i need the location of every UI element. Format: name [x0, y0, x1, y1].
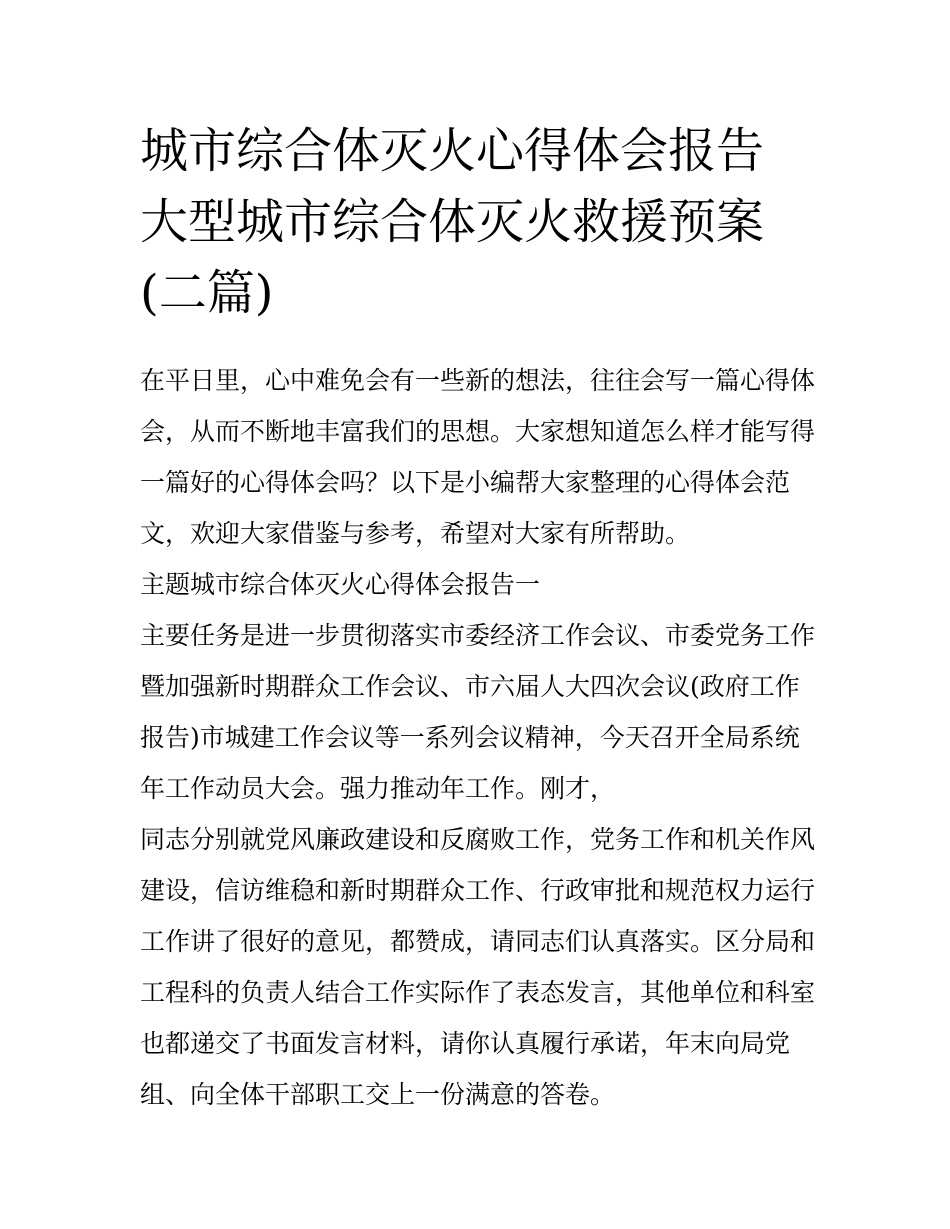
text-line: 同志分别就党风廉政建设和反腐败工作，党务工作和机关作风 [140, 825, 816, 854]
text-line: 组、向全体干部职工交上一份满意的答卷。 [140, 1080, 616, 1109]
text-line: 暨加强新时期群众工作会议、市六届人大四次会议(政府工作 [140, 672, 800, 701]
title-line: 大型城市综合体灭火救援预案 [140, 194, 765, 250]
title-line: 城市综合体灭火心得体会报告 [140, 123, 765, 179]
intro-paragraph [140, 355, 830, 559]
text-line: 年工作动员大会。强力推动年工作。刚才， [140, 774, 616, 803]
section-heading [140, 559, 830, 610]
title-line: (二篇) [140, 265, 274, 321]
text-line: 也都递交了书面发言材料，请你认真履行承诺，年末向局党 [140, 1029, 791, 1058]
text-line: 工程科的负责人结合工作实际作了表态发言，其他单位和科室 [140, 978, 816, 1007]
text-line: 主要任务是进一步贯彻落实市委经济工作会议、市委党务工作 [140, 621, 816, 650]
text-line: 会，从而不断地丰富我们的思想。大家想知道怎么样才能写得 [140, 417, 816, 446]
text-line: 建设，信访维稳和新时期群众工作、行政审批和规范权力运行 [140, 876, 816, 905]
text-line: 工作讲了很好的意见，都赞成，请同志们认真落实。区分局和 [140, 927, 816, 956]
text-line: 主题城市综合体灭火心得体会报告一 [140, 570, 541, 599]
document-body [140, 355, 830, 1120]
body-paragraph [140, 814, 830, 1120]
text-line: 报告)市城建工作会议等一系列会议精神，今天召开全局系统 [140, 723, 800, 752]
body-paragraph [140, 610, 830, 814]
document-title [140, 116, 820, 329]
text-line: 一篇好的心得体会吗？以下是小编帮大家整理的心得体会范 [140, 468, 791, 497]
text-line: 在平日里，心中难免会有一些新的想法，往往会写一篇心得体 [140, 366, 816, 395]
text-line: 文，欢迎大家借鉴与参考，希望对大家有所帮助。 [140, 519, 691, 548]
